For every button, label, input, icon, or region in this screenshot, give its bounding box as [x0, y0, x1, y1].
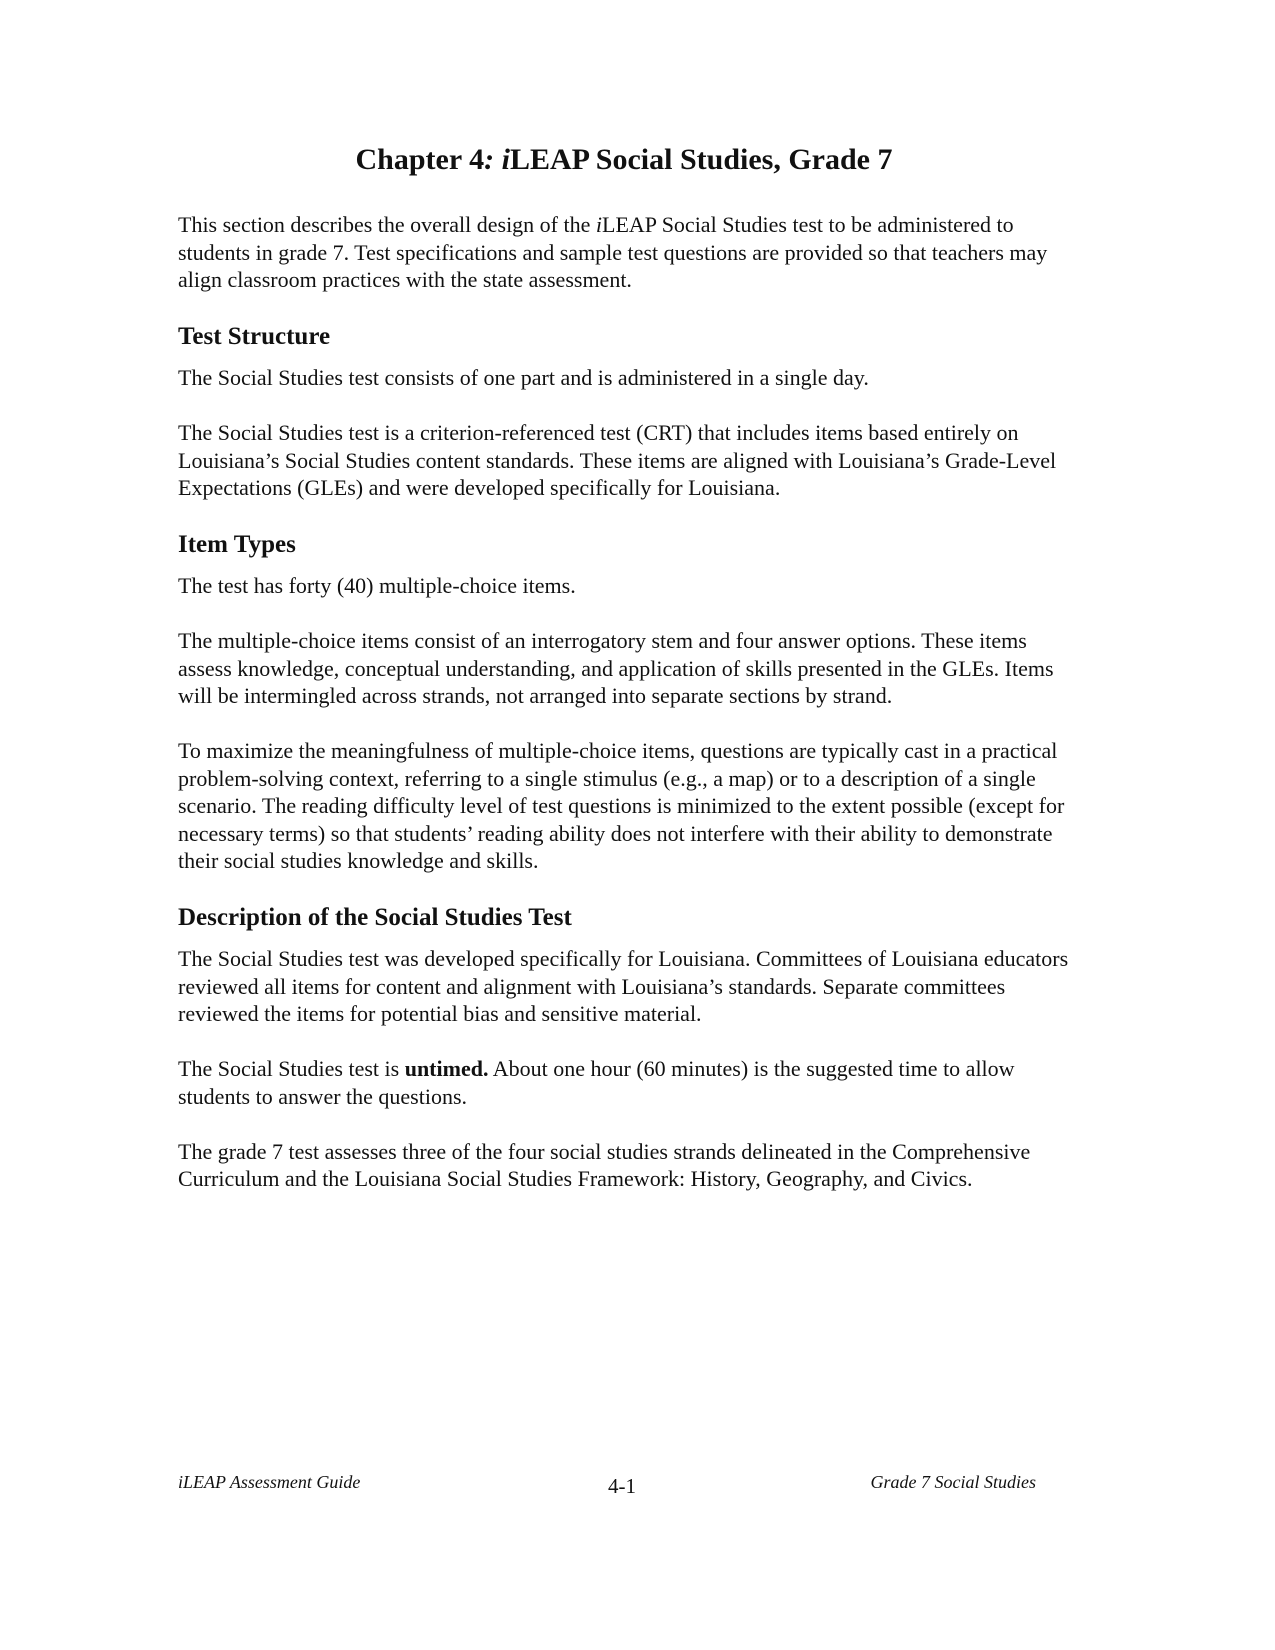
text: The Social Studies test is — [178, 1056, 405, 1081]
page-footer — [178, 1472, 1036, 1502]
intro-paragraph — [178, 211, 1070, 294]
page-number: 4-1 — [608, 1474, 636, 1498]
title-italic: : i — [484, 143, 510, 176]
footer-left: iLEAP Assessment Guide — [178, 1472, 361, 1492]
page-title — [178, 140, 1070, 180]
text-italic: i — [595, 212, 603, 237]
text: About one hour (60 minutes) is the suggested time to allow students to answer the questions. — [178, 1056, 1015, 1109]
document-page — [178, 140, 1070, 1220]
section-heading-description: Description of the Social Studies Test — [178, 904, 572, 931]
paragraph: The Social Studies test was developed specifically for Louisiana. Committees of Louisiana educators reviewed all items for content and alignment with Louisiana’s standards. Separate committees reviewed the items for potential bias and sensitive material. — [178, 946, 1069, 1026]
paragraph — [178, 1055, 1070, 1110]
paragraph: The Social Studies test is a criterion-referenced test (CRT) that includes items based entirely on Louisiana’s Social Studies content standards. These items are aligned with Louisiana’s Grade-Level Expectations (GLEs) and were developed specifically for Louisiana. — [178, 420, 1057, 500]
paragraph: The Social Studies test consists of one part and is administered in a single day. — [178, 365, 869, 390]
paragraph: To maximize the meaningfulness of multiple-choice items, questions are typically cast in a practical problem-solving context, referring to a single stimulus (e.g., a map) or to a description of a single scenario. The reading difficulty level of test questions is minimized to the extent possible (except for necessary terms) so that students’ reading ability does not interfere with their ability to demonstrate their social studies knowledge and skills. — [178, 738, 1065, 873]
paragraph: The multiple-choice items consist of an interrogatory stem and four answer options. These items assess knowledge, conceptual understanding, and application of skills presented in the GLEs. Items will be intermingled across strands, not arranged into separate sections by strand. — [178, 628, 1054, 708]
section-heading-item-types: Item Types — [178, 531, 296, 558]
section-heading-test-structure: Test Structure — [178, 323, 331, 350]
text: This section describes the overall design of the — [178, 212, 596, 237]
text-bold: untimed. — [404, 1056, 489, 1081]
paragraph: The test has forty (40) multiple-choice items. — [178, 573, 576, 598]
footer-right: Grade 7 Social Studies — [870, 1472, 1036, 1492]
title-part: Chapter 4 — [355, 143, 485, 176]
title-part: LEAP Social Studies, Grade 7 — [509, 143, 893, 176]
paragraph: The grade 7 test assesses three of the four social studies strands delineated in the Comprehensive Curriculum and the Louisiana Social Studies Framework: History, Geography, and Civics. — [178, 1138, 1031, 1191]
text: LEAP Social Studies test to be administered to students in grade 7. Test specifications and sample test questions are provided so that teachers may align classroom practices with the state assessment. — [178, 212, 1048, 292]
